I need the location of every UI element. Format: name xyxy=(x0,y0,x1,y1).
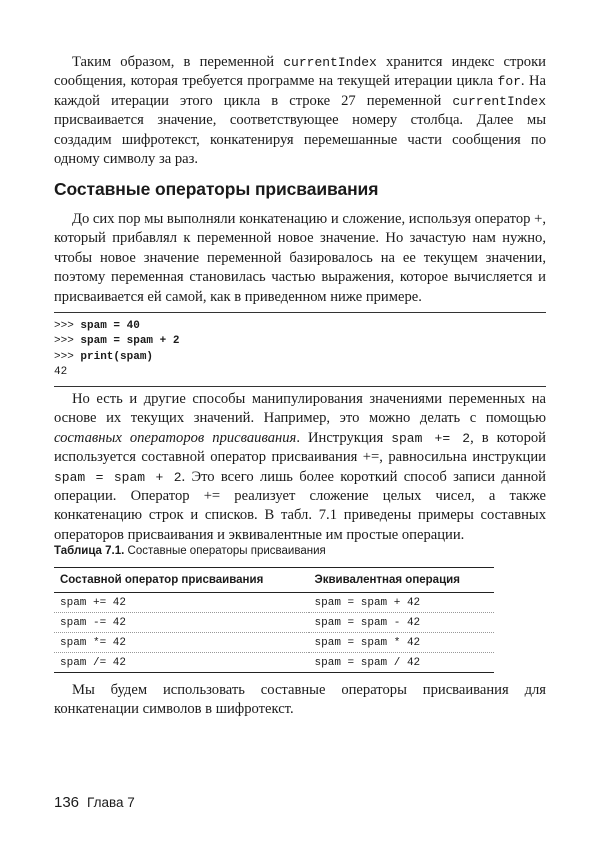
code-line-1 xyxy=(54,319,546,334)
page-footer xyxy=(54,794,135,811)
code-line-2 xyxy=(54,334,546,349)
para3-text-1: Но есть и другие способы манипулирования значениями переменных на основе их текущих значений. Например, это можно делать с помощью xyxy=(54,391,546,427)
page-number: 136 xyxy=(54,794,80,811)
operators-table xyxy=(54,567,494,673)
code-statement: print(spam) xyxy=(80,350,154,363)
table-row xyxy=(54,613,494,633)
inline-code-spam-plus-eq: spam += 2 xyxy=(391,430,471,446)
table-header-equivalent: Эквивалентная операция xyxy=(309,568,494,593)
table-row xyxy=(54,653,494,673)
paragraph-intro: До сих пор мы выполняли конкатенацию и сложение, используя оператор +, который прибавлял к переменной новое значение. Но зачастую нам нужно, чтобы новое значение переменной базировалось на ее текущем значении, поэтому переменная становилась частью выражения, которое вычисляется и присваивается ей самой, как в приведенном ниже примере. xyxy=(54,211,546,305)
table-cell: spam /= 42 xyxy=(54,653,309,673)
para1-text-4: присваивается значение, соответствующее номеру столбца. Далее мы создадим шифротекст, конкатенируя перемешанные части сообщения по одному символу за раз. xyxy=(54,112,546,168)
table-caption-text: Составные операторы присваивания xyxy=(124,545,326,557)
inline-code-spam-eq: spam = spam + 2 xyxy=(54,469,182,485)
code-statement: spam = spam + 2 xyxy=(80,335,180,348)
table-cell: spam = spam / 42 xyxy=(309,653,494,673)
code-line-3 xyxy=(54,350,546,365)
para3-text-3: , в которой используется составной оператор присваивания +=, равносильна инструкции xyxy=(54,429,546,466)
code-listing xyxy=(54,312,546,387)
table-row xyxy=(54,633,494,653)
para1-text-3: . На каждой итерации этого цикла в строке 27 переменной xyxy=(54,73,546,109)
table-cell: spam = spam * 42 xyxy=(309,633,494,653)
paragraph-current-index xyxy=(54,53,546,169)
italic-term: составных операторов присваивания xyxy=(54,429,297,446)
para3-text-4: . Это всего лишь более короткий способ записи данной операции. Оператор += реализует сложение целых чисел, а также конкатенацию строк и списков. В табл. 7.1 приведены примеры составных операторов присваивания и эквивалентные им простые операции. xyxy=(54,468,546,543)
table-caption xyxy=(54,545,326,557)
code-output: 42 xyxy=(54,366,68,379)
table-cell: spam = spam + 42 xyxy=(309,593,494,613)
table-cell: spam += 42 xyxy=(54,593,309,613)
table-row xyxy=(54,593,494,613)
paragraph-conclusion: Мы будем использовать составные операторы присваивания для конкатенации символов в шифротекст. xyxy=(54,682,546,718)
code-statement: spam = 40 xyxy=(80,320,140,332)
inline-code-currentindex: currentIndex xyxy=(283,55,377,70)
para1-text-1: Таким образом, в переменной xyxy=(72,54,284,70)
inline-code-for: for xyxy=(497,74,521,90)
para3-text-2: . Инструкция xyxy=(296,429,392,446)
table-caption-label: Таблица 7.1. xyxy=(54,545,125,557)
table-cell: spam -= 42 xyxy=(54,613,309,633)
table-header-row xyxy=(54,568,494,593)
table-cell: spam *= 42 xyxy=(54,633,309,653)
section-heading: Составные операторы присваивания xyxy=(54,179,379,199)
table-cell: spam = spam - 42 xyxy=(309,613,494,633)
code-prompt: >>> xyxy=(54,320,81,332)
para1-text-2: хранится индекс строки сообщения, которая требуется программе на текущей итерации цикла xyxy=(54,54,546,90)
paragraph-compound-operators xyxy=(54,390,546,545)
table-header-compound: Составной оператор присваивания xyxy=(54,568,309,593)
inline-code-currentindex-2: currentIndex xyxy=(452,93,546,109)
code-prompt: >>> xyxy=(54,350,81,363)
chapter-label: Глава 7 xyxy=(87,795,135,810)
code-prompt: >>> xyxy=(54,335,81,348)
